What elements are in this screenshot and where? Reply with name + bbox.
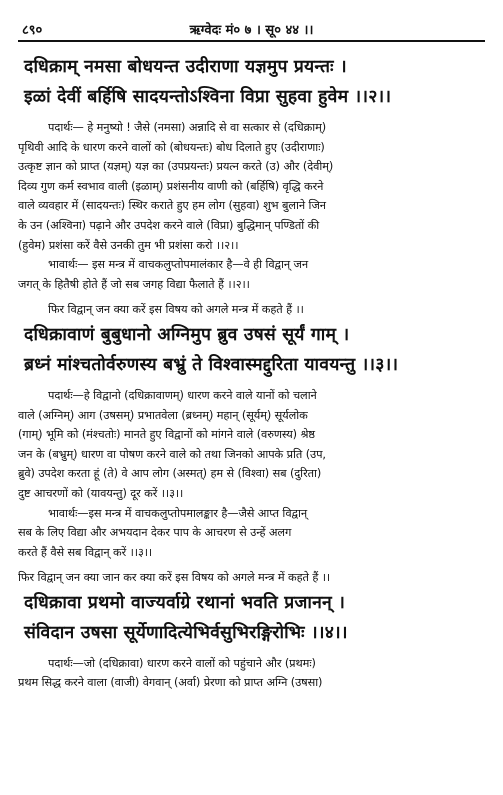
page-body <box>18 52 485 693</box>
bhavartha-line: जगत् के हितैषी होते हैं जो सब जगह विद्या फैलाते हैं ।।२।। <box>18 277 250 291</box>
bhavartha-line: सब के लिए विद्या और अभयदान देकर पाप के आचरण से उन्हें अलग <box>18 526 292 540</box>
bhavartha-line: भावार्थः— इस मन्त्र में वाचकलुप्तोपमालंकार है—वे ही विद्वान् जन <box>48 258 308 272</box>
padartha-line: दुष्ट आचरणों को (यावयन्तु) दूर करें ।।३।। <box>18 486 184 500</box>
padartha-line: उत्कृष्ट ज्ञान को प्राप्त (यज्ञम्) यज्ञ का (उपप्रयन्तः) प्रयत्न करते (उ) और (देवीम्) <box>18 160 334 174</box>
padartha-line: ब्रुवे) उपदेश करता हूं (ते) वे आप लोग (अस्मत्) हम से (विश्वा) सब (दुरिता) <box>18 467 322 481</box>
padartha-line: पदार्थः—हे विद्वानो (दधिक्रावाणम्) धारण करने वाले यानों को चलाने <box>48 388 317 402</box>
mantra-line: दधिक्राम् नमसा बोधयन्त उदीराणा यज्ञमुप प्रयन्तः । <box>24 57 347 77</box>
mantra-line: इळां देवीं बर्हिषि सादयन्तोऽश्विना विप्रा सुहवा हुवेम ।।२।। <box>24 87 392 107</box>
next-mantra-intro: फिर विद्वान् जन क्या जान कर क्या करें इस विषय को अगले मन्त्र में कहते हैं ।। <box>18 571 331 585</box>
padartha-line: प्रथम सिद्ध करने वाला (वाजी) वेगवान् (अर्वा) प्रेरणा को प्राप्त अग्नि (उषसा) <box>18 676 323 690</box>
padartha-line: पृथिवी आदि के धारण करने वालों को (बोधयन्तः) बोध दिलाते हुए (उदीराणाः) <box>18 140 325 154</box>
bhavartha-line: करते हैं वैसे सब विद्वान् करें ।।३।। <box>18 545 153 559</box>
running-title: ऋग्वेदः मं० ७ । सू० ४४ ।। <box>189 23 314 38</box>
mantra-line: ब्रध्नं मांश्चतोर्वरुणस्य बभ्रुं ते विश्वास्मद्दुरिता यावयन्तु ।।३।। <box>24 354 399 375</box>
header-rule <box>18 40 485 42</box>
padartha-line: दिव्य गुण कर्म स्वभाव वाली (इळाम्) प्रशंसनीय वाणी को (बर्हिषि) वृद्धि करने <box>18 179 324 193</box>
padartha-line: वाले व्यवहार में (सादयन्तः) स्थिर कराते हुए हम लोग (सुहवा) शुभ बुलाने जिन <box>18 199 326 213</box>
padartha-line: के उन (अश्विना) पढ़ाने और उपदेश करने वाले (विप्रा) बुद्धिमान् पण्डितों की <box>18 218 320 232</box>
padartha-line: (गाम्) भूमि को (मंश्चतोः) मानते हुए विद्वानों को मांगने वाले (वरुणस्य) श्रेष्ठ <box>18 428 315 442</box>
padartha-line: (हुवेम) प्रशंसा करें वैसे उनकी तुम भी प्रशंसा करो ।।२।। <box>18 238 239 252</box>
padartha-line: पदार्थः—जो (दधिक्रावा) धारण करने वालों को पहुंचाने और (प्रथमः) <box>48 656 316 670</box>
mantra-line: दधिक्रावाणं बुबुधानो अग्निमुप ब्रुव उषसं सूर्यं गाम् । <box>24 324 350 345</box>
padartha-line: पदार्थः— हे मनुष्यो ! जैसे (नमसा) अन्नादि से वा सत्कार से (दधिक्राम्) <box>48 121 327 134</box>
mantra-line: दधिक्रावा प्रथमो वाज्यर्वाग्रे रथानां भवति प्रजानन् । <box>24 592 346 613</box>
padartha-line: जन के (बभ्रुम्) धारण वा पोषण करने वाले को तथा जिनको आपके प्रति (उप, <box>18 447 326 461</box>
padartha-line: वाले (अग्निम्) आग (उषसम्) प्रभातवेला (ब्रध्नम्) महान् (सूर्यम्) सूर्यलोक <box>18 408 308 422</box>
page-header <box>18 14 485 42</box>
mantra-line: संविदान उषसा सूर्येणादित्येभिर्वसुभिरङ्गिरोभिः ।।४।। <box>24 622 348 643</box>
page-number: ८९० <box>22 23 43 38</box>
next-mantra-intro: फिर विद्वान् जन क्या करें इस विषय को अगले मन्त्र में कहते हैं ।। <box>48 303 304 317</box>
bhavartha-line: भावार्थः—इस मन्त्र में वाचकलुप्तोपमालङ्कार है—जैसे आप्त विद्वान् <box>48 506 308 520</box>
